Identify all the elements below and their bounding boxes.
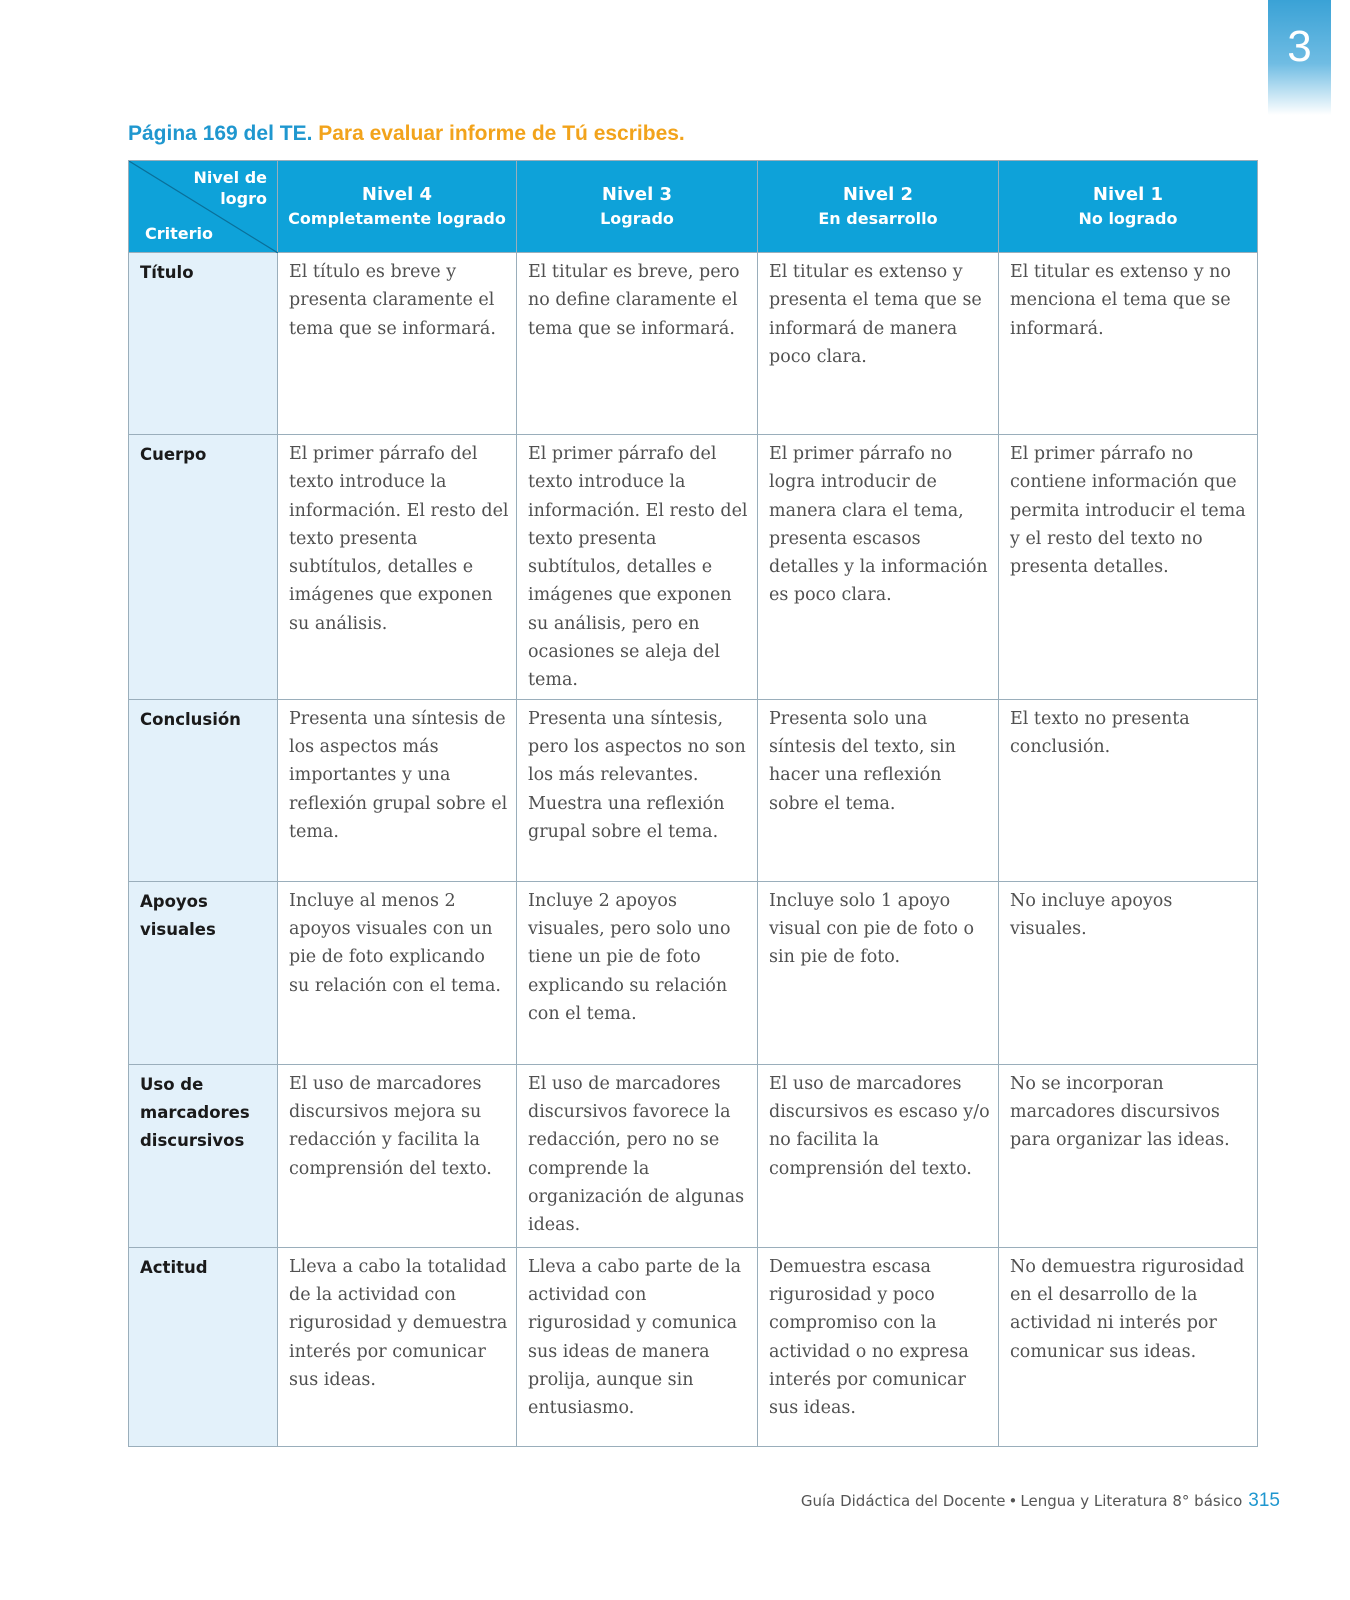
rubric-cell: El título es breve y presenta claramente el tema que se informará. xyxy=(278,253,517,435)
criterion-cell: Actitud xyxy=(129,1247,278,1446)
level-header-2 xyxy=(758,161,999,253)
corner-level-label xyxy=(193,167,267,209)
rubric-cell: No demuestra rigurosidad en el desarrollo de la actividad ni interés por comunicar sus ideas. xyxy=(999,1247,1258,1446)
footer-book-title: Guía Didáctica del Docente xyxy=(800,1492,1006,1510)
level-description: Completamente logrado xyxy=(288,209,506,228)
chapter-tab: 3 xyxy=(1268,0,1331,115)
rubric-cell: El titular es extenso y presenta el tema que se informará de manera poco clara. xyxy=(758,253,999,435)
rubric-cell: El texto no presenta conclusión. xyxy=(999,699,1258,881)
rubric-row-apoyos-visuales xyxy=(129,881,1258,1064)
criterion-cell: Título xyxy=(129,253,278,435)
rubric-row-cuerpo xyxy=(129,435,1258,700)
rubric-cell: Incluye 2 apoyos visuales, pero solo uno tiene un pie de foto explicando su relación con el tema. xyxy=(517,881,758,1064)
rubric-table xyxy=(128,160,1258,1447)
level-header-4 xyxy=(278,161,517,253)
page-heading xyxy=(128,122,685,146)
rubric-cell: No incluye apoyos visuales. xyxy=(999,881,1258,1064)
criterion-cell: Conclusión xyxy=(129,699,278,881)
rubric-cell: Lleva a cabo parte de la actividad con rigurosidad y comunica sus ideas de manera prolija, aunque sin entusiasmo. xyxy=(517,1247,758,1446)
level-name: Nivel 2 xyxy=(842,184,914,205)
rubric-cell: No se incorporan marcadores discursivos para organizar las ideas. xyxy=(999,1064,1258,1247)
level-header-3 xyxy=(517,161,758,253)
corner-level-label-line2: logro xyxy=(220,189,267,208)
rubric-cell: El primer párrafo del texto introduce la información. El resto del texto presenta subtítulos, detalles e imágenes que exponen su análisis. xyxy=(278,435,517,700)
rubric-cell: El titular es breve, pero no define claramente el tema que se informará. xyxy=(517,253,758,435)
heading-page-reference: Página 169 del TE. xyxy=(128,122,313,145)
footer-bullet: • xyxy=(1008,1492,1018,1510)
footer-subject: Lengua y Literatura 8° básico xyxy=(1020,1492,1243,1510)
corner-header-cell xyxy=(129,161,278,253)
rubric-cell: Presenta una síntesis, pero los aspectos no son los más relevantes. Muestra una reflexión grupal sobre el tema. xyxy=(517,699,758,881)
rubric-cell: Incluye solo 1 apoyo visual con pie de foto o sin pie de foto. xyxy=(758,881,999,1064)
criterion-cell: Cuerpo xyxy=(129,435,278,700)
rubric-header-row xyxy=(129,161,1258,253)
criterion-cell: Uso de marcadores discursivos xyxy=(129,1064,278,1247)
level-name: Nivel 1 xyxy=(1092,184,1164,205)
rubric-cell: Incluye al menos 2 apoyos visuales con un pie de foto explicando su relación con el tema. xyxy=(278,881,517,1064)
rubric-cell: El uso de marcadores discursivos es escaso y/o no facilita la comprensión del texto. xyxy=(758,1064,999,1247)
level-description: No logrado xyxy=(1078,209,1178,228)
rubric-cell: Lleva a cabo la totalidad de la actividad con rigurosidad y demuestra interés por comunicar sus ideas. xyxy=(278,1247,517,1446)
level-name: Nivel 3 xyxy=(601,184,673,205)
level-name: Nivel 4 xyxy=(361,184,433,205)
rubric-cell: El primer párrafo no logra introducir de manera clara el tema, presenta escasos detalles y la información es poco clara. xyxy=(758,435,999,700)
corner-level-label-line1: Nivel de xyxy=(193,168,267,187)
corner-criterion-label: Criterio xyxy=(145,224,213,243)
rubric-row-marcadores xyxy=(129,1064,1258,1247)
rubric-cell: Presenta una síntesis de los aspectos más importantes y una reflexión grupal sobre el tema. xyxy=(278,699,517,881)
rubric-cell: Demuestra escasa rigurosidad y poco compromiso con la actividad o no expresa interés por comunicar sus ideas. xyxy=(758,1247,999,1446)
level-description: En desarrollo xyxy=(818,209,938,228)
level-description: Logrado xyxy=(600,209,674,228)
level-header-1 xyxy=(999,161,1258,253)
criterion-cell: Apoyos visuales xyxy=(129,881,278,1064)
page-number: 315 xyxy=(1248,1490,1280,1511)
rubric-cell: El titular es extenso y no menciona el tema que se informará. xyxy=(999,253,1258,435)
rubric-cell: Presenta solo una síntesis del texto, sin hacer una reflexión sobre el tema. xyxy=(758,699,999,881)
heading-section-name: Tú escribes. xyxy=(562,122,685,145)
rubric-row-actitud xyxy=(129,1247,1258,1446)
rubric-cell: El uso de marcadores discursivos mejora su redacción y facilita la comprensión del texto. xyxy=(278,1064,517,1247)
page-footer xyxy=(801,1490,1280,1512)
rubric-row-titulo xyxy=(129,253,1258,435)
rubric-row-conclusion xyxy=(129,699,1258,881)
rubric-cell: El primer párrafo no contiene información que permita introducir el tema y el resto del texto no presenta detalles. xyxy=(999,435,1258,700)
heading-purpose: Para evaluar informe de xyxy=(318,122,557,145)
rubric-cell: El uso de marcadores discursivos favorece la redacción, pero no se comprende la organización de algunas ideas. xyxy=(517,1064,758,1247)
rubric-cell: El primer párrafo del texto introduce la información. El resto del texto presenta subtítulos, detalles e imágenes que exponen su análisis, pero en ocasiones se aleja del tema. xyxy=(517,435,758,700)
